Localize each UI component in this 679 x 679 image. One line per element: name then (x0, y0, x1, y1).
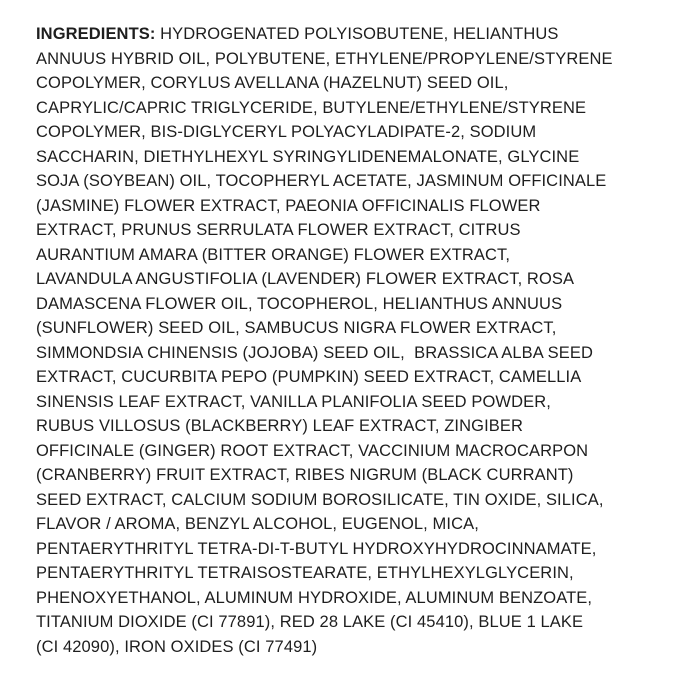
ingredients-line: AURANTIUM AMARA (BITTER ORANGE) FLOWER EXTRACT, (36, 245, 511, 264)
ingredients-line: (CRANBERRY) FRUIT EXTRACT, RIBES NIGRUM (BLACK CURRANT) (36, 466, 574, 484)
ingredients-line: EXTRACT, CUCURBITA PEPO (PUMPKIN) SEED EXTRACT, CAMELLIA (36, 368, 582, 386)
ingredients-line: DAMASCENA FLOWER OIL, TOCOPHEROL, HELIANTHUS ANNUUS (36, 294, 563, 313)
ingredients-line: TITANIUM DIOXIDE (CI 77891), RED 28 LAKE (CI 45410), BLUE 1 LAKE (36, 613, 584, 631)
ingredients-line: PENTAERYTHRITYL TETRA-DI-T-BUTYL HYDROXYHYDROCINNAMATE, (36, 539, 597, 558)
ingredients-line: RUBUS VILLOSUS (BLACKBERRY) LEAF EXTRACT, ZINGIBER (36, 417, 523, 435)
ingredients-line: PENTAERYTHRITYL TETRAISOSTEARATE, ETHYLHEXYLGLYCERIN, (36, 564, 574, 582)
ingredients-line: FLAVOR / AROMA, BENZYL ALCOHOL, EUGENOL, MICA, (36, 515, 479, 533)
ingredients-line: COPOLYMER, CORYLUS AVELLANA (HAZELNUT) SEED OIL, (36, 74, 509, 92)
ingredients-line: SACCHARIN, DIETHYLHEXYL SYRINGYLIDENEMALONATE, GLYCINE (36, 147, 580, 166)
ingredients-line: SOJA (SOYBEAN) OIL, TOCOPHERYL ACETATE, JASMINUM OFFICINALE (36, 172, 607, 190)
ingredients-line: ANNUUS HYBRID OIL, POLYBUTENE, ETHYLENE/PROPYLENE/STYRENE (36, 49, 613, 68)
ingredients-heading: INGREDIENTS: (36, 25, 156, 43)
ingredients-line: EXTRACT, PRUNUS SERRULATA FLOWER EXTRACT, CITRUS (36, 221, 521, 239)
ingredients-line: SEED EXTRACT, CALCIUM SODIUM BOROSILICATE, TIN OXIDE, SILICA, (36, 490, 604, 509)
ingredients-line: COPOLYMER, BIS-DIGLYCERYL POLYACYLADIPATE-2, SODIUM (36, 123, 537, 141)
ingredients-line: OFFICINALE (GINGER) ROOT EXTRACT, VACCINIUM MACROCARPON (36, 441, 589, 460)
ingredients-line: LAVANDULA ANGUSTIFOLIA (LAVENDER) FLOWER EXTRACT, ROSA (36, 270, 575, 288)
ingredients-line: (JASMINE) FLOWER EXTRACT, PAEONIA OFFICINALIS FLOWER (36, 196, 541, 215)
ingredients-line: (SUNFLOWER) SEED OIL, SAMBUCUS NIGRA FLOWER EXTRACT, (36, 319, 557, 337)
ingredients-line: INGREDIENTS: HYDROGENATED POLYISOBUTENE, HELIANTHUS (36, 25, 559, 43)
ingredients-line: SIMMONDSIA CHINENSIS (JOJOBA) SEED OIL, BRASSICA ALBA SEED (36, 343, 593, 362)
ingredients-line: SINENSIS LEAF EXTRACT, VANILLA PLANIFOLIA SEED POWDER, (36, 392, 551, 411)
ingredients-line: (CI 42090), IRON OXIDES (CI 77491) (36, 637, 318, 656)
ingredients-line: PHENOXYETHANOL, ALUMINUM HYDROXIDE, ALUMINUM BENZOATE, (36, 588, 593, 607)
ingredients-list (36, 22, 653, 659)
ingredients-line: CAPRYLIC/CAPRIC TRIGLYCERIDE, BUTYLENE/ETHYLENE/STYRENE (36, 98, 587, 117)
